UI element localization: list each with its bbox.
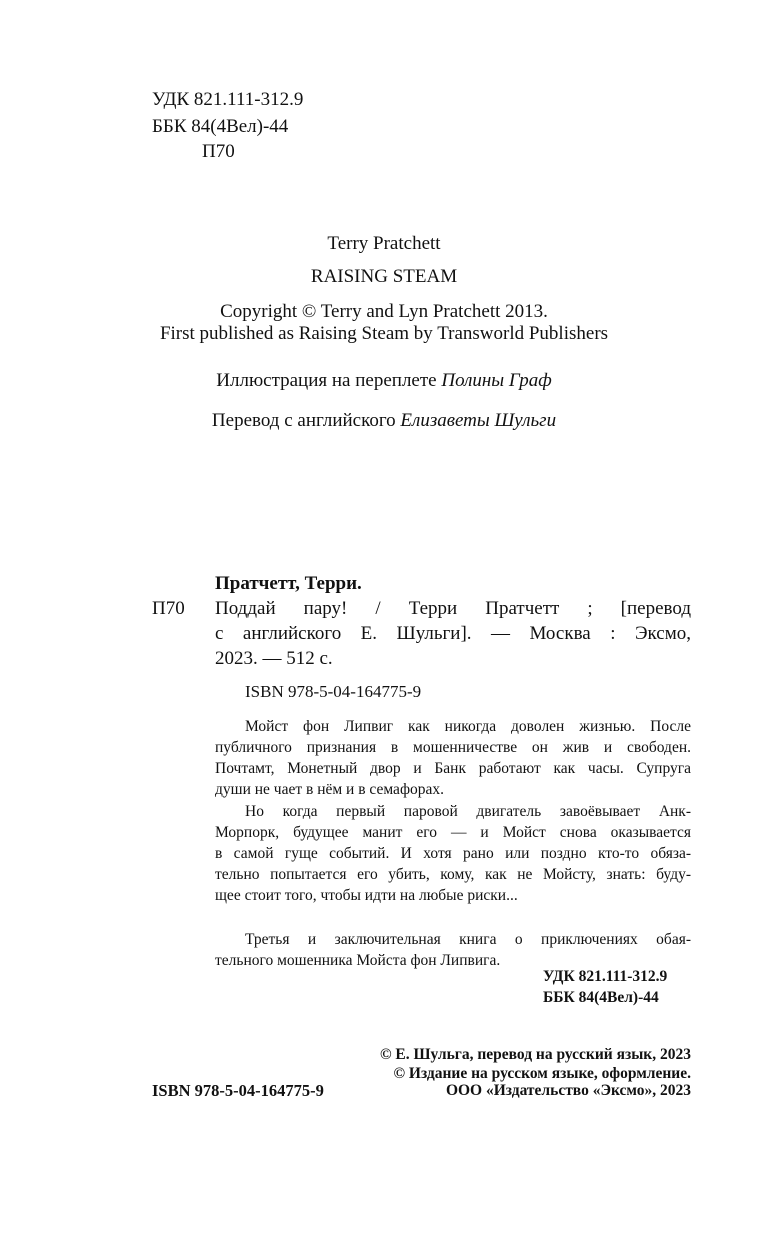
original-title: RAISING STEAM — [310, 266, 458, 287]
bbk-top: ББК 84(4Вел)-44 — [152, 116, 289, 137]
copyright-edition: © Издание на русском языке, оформление. — [393, 1065, 691, 1082]
translator-name: Елизаветы Шульги — [400, 410, 557, 431]
bbk-bottom: ББК 84(4Вел)-44 — [543, 989, 659, 1006]
copyright-line-2: First published as Raising Steam by Transworld Publishers — [159, 323, 609, 344]
annotation-paragraph-3 — [215, 929, 691, 971]
footer-isbn: ISBN 978-5-04-164775-9 — [152, 1081, 324, 1100]
copyright-line-1: Copyright © Terry and Lyn Pratchett 2013. — [220, 301, 548, 322]
copyright-publisher: ООО «Издательство «Эксмо», 2023 — [445, 1082, 691, 1099]
annotation-p2-line: в самой гуще событий. И хотя рано или поздно кто-то обяза- — [215, 845, 691, 862]
annotation-p1-line: публичного признания в мошенничестве он жив и свободен. — [215, 739, 691, 756]
bib-isbn: ISBN 978-5-04-164775-9 — [245, 682, 422, 701]
annotation-p1-line: Почтамт, Монетный двор и Банк работают как часы. Супруга — [215, 760, 691, 777]
annotation-p2-line: Но когда первый паровой двигатель завоёвывает Анк- — [245, 803, 691, 820]
illustration-credit — [0, 370, 768, 392]
bib-line-3: 2023. — 512 с. — [215, 648, 333, 669]
udk-top: УДК 821.111-312.9 — [152, 89, 304, 110]
illustrator-name: Полины Граф — [441, 370, 552, 391]
annotation-p3-line: тельного мошенника Мойста фон Липвига. — [215, 952, 501, 969]
annotation-p1-line: души не чает в нём и в семафорах. — [215, 781, 444, 798]
original-author: Terry Pratchett — [327, 233, 441, 254]
annotation-paragraph-2 — [215, 801, 691, 906]
translation-credit — [0, 410, 768, 432]
bib-line-2: с английского Е. Шульги]. — Москва : Эксмо, — [215, 623, 691, 644]
bib-line-1: Поддай пару! / Терри Пратчетт ; [перевод — [215, 598, 691, 619]
annotation-p2-line: тельно попытается его убить, кому, как не Мойсту, знать: буду- — [215, 866, 691, 883]
annotation-p3-line: Третья и заключительная книга о приключениях обая- — [245, 931, 691, 948]
illustration-prefix: Иллюстрация на переплете — [216, 370, 437, 391]
bib-heading: Пратчетт, Терри. — [215, 573, 362, 594]
annotation-paragraph-1 — [215, 716, 691, 800]
translation-prefix: Перевод с английского — [211, 410, 396, 431]
copyright-translation: © Е. Шульга, перевод на русский язык, 2023 — [379, 1046, 691, 1063]
udk-bottom: УДК 821.111-312.9 — [543, 968, 668, 985]
annotation-p1-line: Мойст фон Липвиг как никогда доволен жизнью. После — [245, 718, 691, 735]
annotation-p2-line: щее стоит того, чтобы идти на любые риски... — [215, 887, 518, 904]
annotation-p2-line: Морпорк, будущее манит его — и Мойст снова оказывается — [215, 824, 691, 841]
classification-code-top: П70 — [202, 141, 235, 162]
bib-code: П70 — [152, 598, 185, 619]
